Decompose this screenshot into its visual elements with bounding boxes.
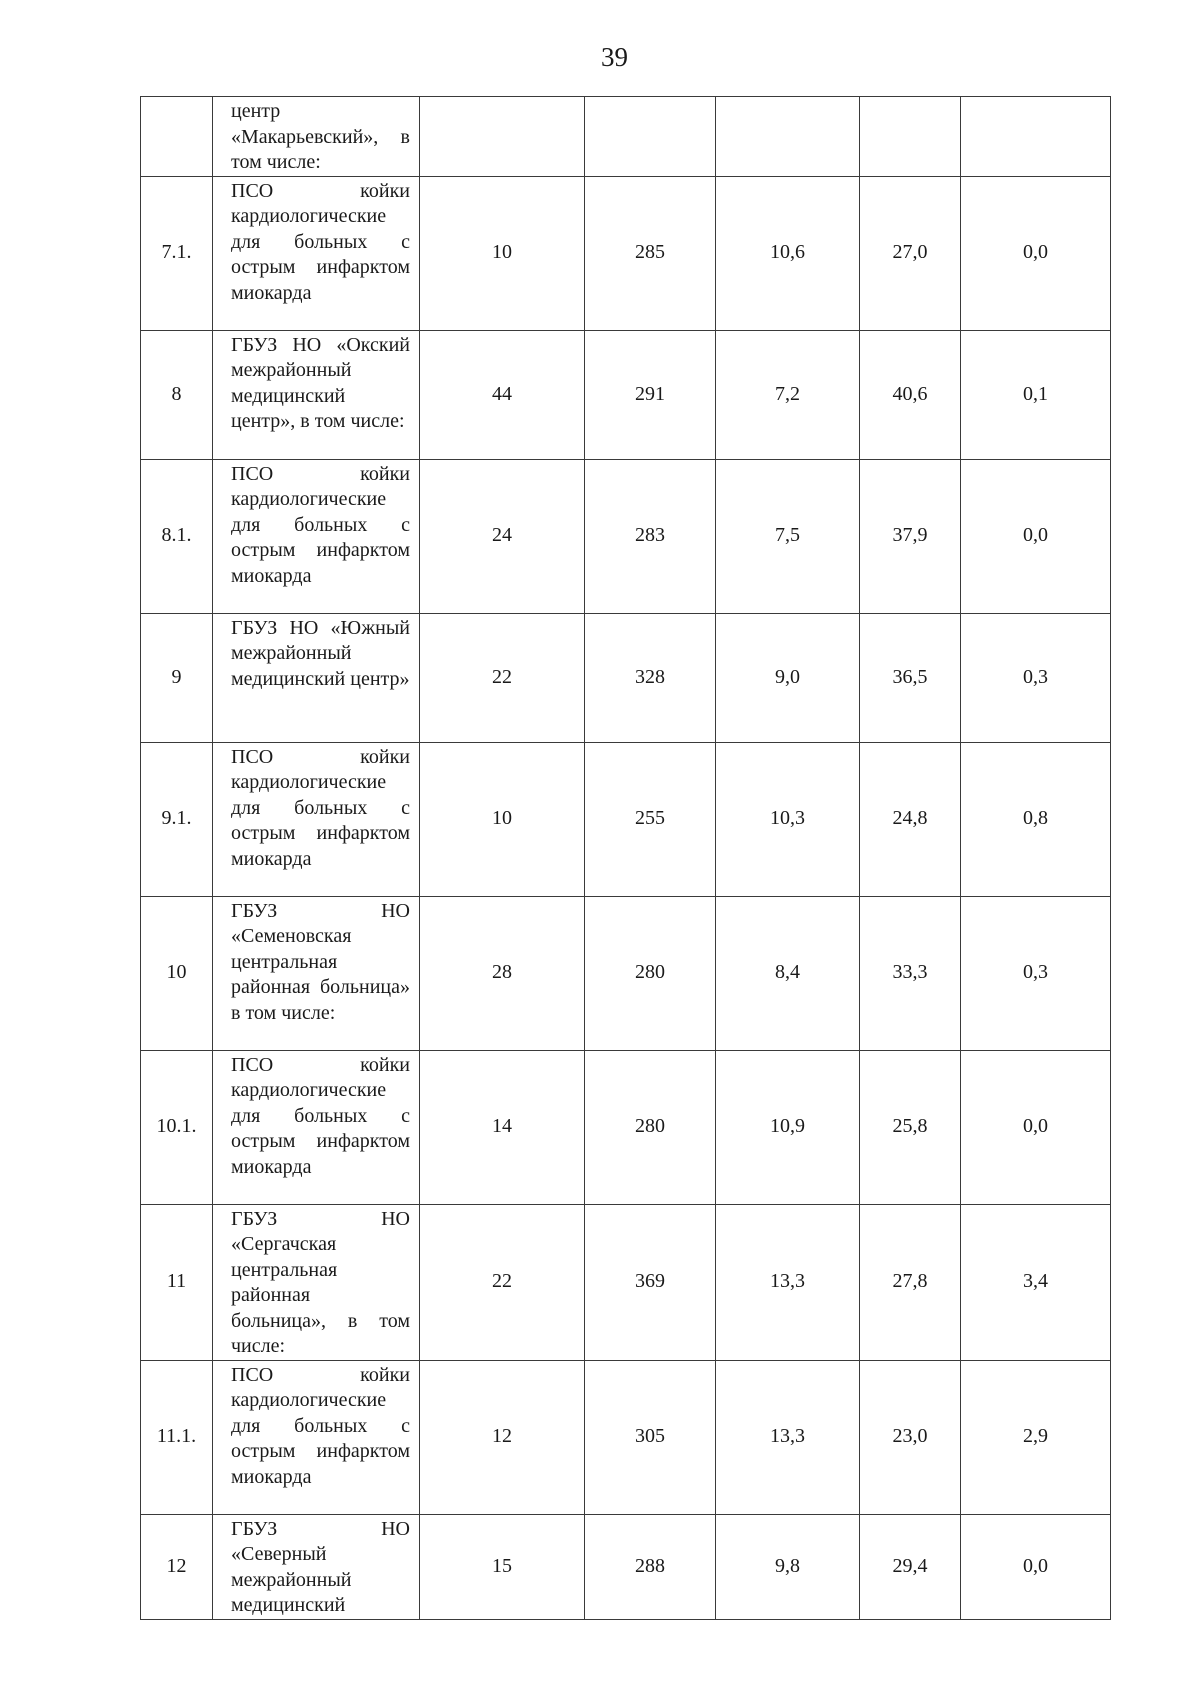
value-cell: 13,3 <box>716 1360 860 1514</box>
value-cell: 23,0 <box>860 1360 961 1514</box>
institution-name: ГБУЗ НО «Семеновская центральная районная больница» в том числе: <box>213 896 420 1050</box>
data-table <box>140 96 1111 1620</box>
value-cell: 0,3 <box>961 613 1111 742</box>
value-cell: 8,4 <box>716 896 860 1050</box>
value-cell: 10,9 <box>716 1050 860 1204</box>
institution-name: ГБУЗ НО «Окский межрайонный медицинский центр», в том числе: <box>213 330 420 459</box>
institution-name: ПСО койки кардиологические для больных с острым инфарктом миокарда <box>213 742 420 896</box>
row-number <box>141 97 213 177</box>
institution-name: ПСО койки кардиологические для больных с острым инфарктом миокарда <box>213 1050 420 1204</box>
value-cell: 25,8 <box>860 1050 961 1204</box>
value-cell: 37,9 <box>860 459 961 613</box>
page-number: 39 <box>601 42 628 72</box>
value-cell: 28 <box>420 896 585 1050</box>
row-number: 10.1. <box>141 1050 213 1204</box>
value-cell: 2,9 <box>961 1360 1111 1514</box>
table-row <box>141 1360 1111 1514</box>
table-row <box>141 1050 1111 1204</box>
value-cell: 7,5 <box>716 459 860 613</box>
value-cell: 10 <box>420 176 585 330</box>
value-cell: 285 <box>585 176 716 330</box>
value-cell: 305 <box>585 1360 716 1514</box>
value-cell: 10 <box>420 742 585 896</box>
row-number: 8.1. <box>141 459 213 613</box>
table-row <box>141 613 1111 742</box>
value-cell <box>420 97 585 177</box>
institution-name: ПСО койки кардиологические для больных с острым инфарктом миокарда <box>213 176 420 330</box>
value-cell <box>860 97 961 177</box>
value-cell: 12 <box>420 1360 585 1514</box>
value-cell <box>585 97 716 177</box>
value-cell <box>716 97 860 177</box>
value-cell: 3,4 <box>961 1204 1111 1360</box>
value-cell: 22 <box>420 1204 585 1360</box>
row-number: 7.1. <box>141 176 213 330</box>
value-cell: 280 <box>585 896 716 1050</box>
value-cell: 0,0 <box>961 459 1111 613</box>
row-number: 11 <box>141 1204 213 1360</box>
value-cell: 22 <box>420 613 585 742</box>
value-cell: 0,0 <box>961 1514 1111 1619</box>
institution-name: ГБУЗ НО «Сергачская центральная районная больница», в том числе: <box>213 1204 420 1360</box>
value-cell: 10,6 <box>716 176 860 330</box>
value-cell: 369 <box>585 1204 716 1360</box>
row-number: 8 <box>141 330 213 459</box>
institution-name: центр «Макарьевский», в том числе: <box>213 97 420 177</box>
value-cell: 24,8 <box>860 742 961 896</box>
value-cell: 9,0 <box>716 613 860 742</box>
value-cell: 27,0 <box>860 176 961 330</box>
value-cell <box>961 97 1111 177</box>
value-cell: 29,4 <box>860 1514 961 1619</box>
institution-name: ГБУЗ НО «Южный межрайонный медицинский центр» <box>213 613 420 742</box>
institution-name: ГБУЗ НО «Северный межрайонный медицинский <box>213 1514 420 1619</box>
table-row <box>141 1514 1111 1619</box>
table-row <box>141 1204 1111 1360</box>
table-row <box>141 742 1111 896</box>
value-cell: 0,0 <box>961 176 1111 330</box>
value-cell: 13,3 <box>716 1204 860 1360</box>
value-cell: 24 <box>420 459 585 613</box>
value-cell: 10,3 <box>716 742 860 896</box>
row-number: 11.1. <box>141 1360 213 1514</box>
institution-name: ПСО койки кардиологические для больных с острым инфарктом миокарда <box>213 459 420 613</box>
value-cell: 27,8 <box>860 1204 961 1360</box>
row-number: 12 <box>141 1514 213 1619</box>
table-row <box>141 330 1111 459</box>
value-cell: 0,3 <box>961 896 1111 1050</box>
table-row <box>141 176 1111 330</box>
institution-name: ПСО койки кардиологические для больных с острым инфарктом миокарда <box>213 1360 420 1514</box>
value-cell: 7,2 <box>716 330 860 459</box>
value-cell: 328 <box>585 613 716 742</box>
row-number: 10 <box>141 896 213 1050</box>
value-cell: 288 <box>585 1514 716 1619</box>
value-cell: 36,5 <box>860 613 961 742</box>
value-cell: 291 <box>585 330 716 459</box>
value-cell: 9,8 <box>716 1514 860 1619</box>
row-number: 9 <box>141 613 213 742</box>
value-cell: 255 <box>585 742 716 896</box>
value-cell: 40,6 <box>860 330 961 459</box>
value-cell: 15 <box>420 1514 585 1619</box>
value-cell: 0,0 <box>961 1050 1111 1204</box>
table-row <box>141 459 1111 613</box>
value-cell: 283 <box>585 459 716 613</box>
table-row <box>141 97 1111 177</box>
value-cell: 0,8 <box>961 742 1111 896</box>
table-row <box>141 896 1111 1050</box>
row-number: 9.1. <box>141 742 213 896</box>
value-cell: 280 <box>585 1050 716 1204</box>
value-cell: 44 <box>420 330 585 459</box>
value-cell: 14 <box>420 1050 585 1204</box>
value-cell: 0,1 <box>961 330 1111 459</box>
value-cell: 33,3 <box>860 896 961 1050</box>
